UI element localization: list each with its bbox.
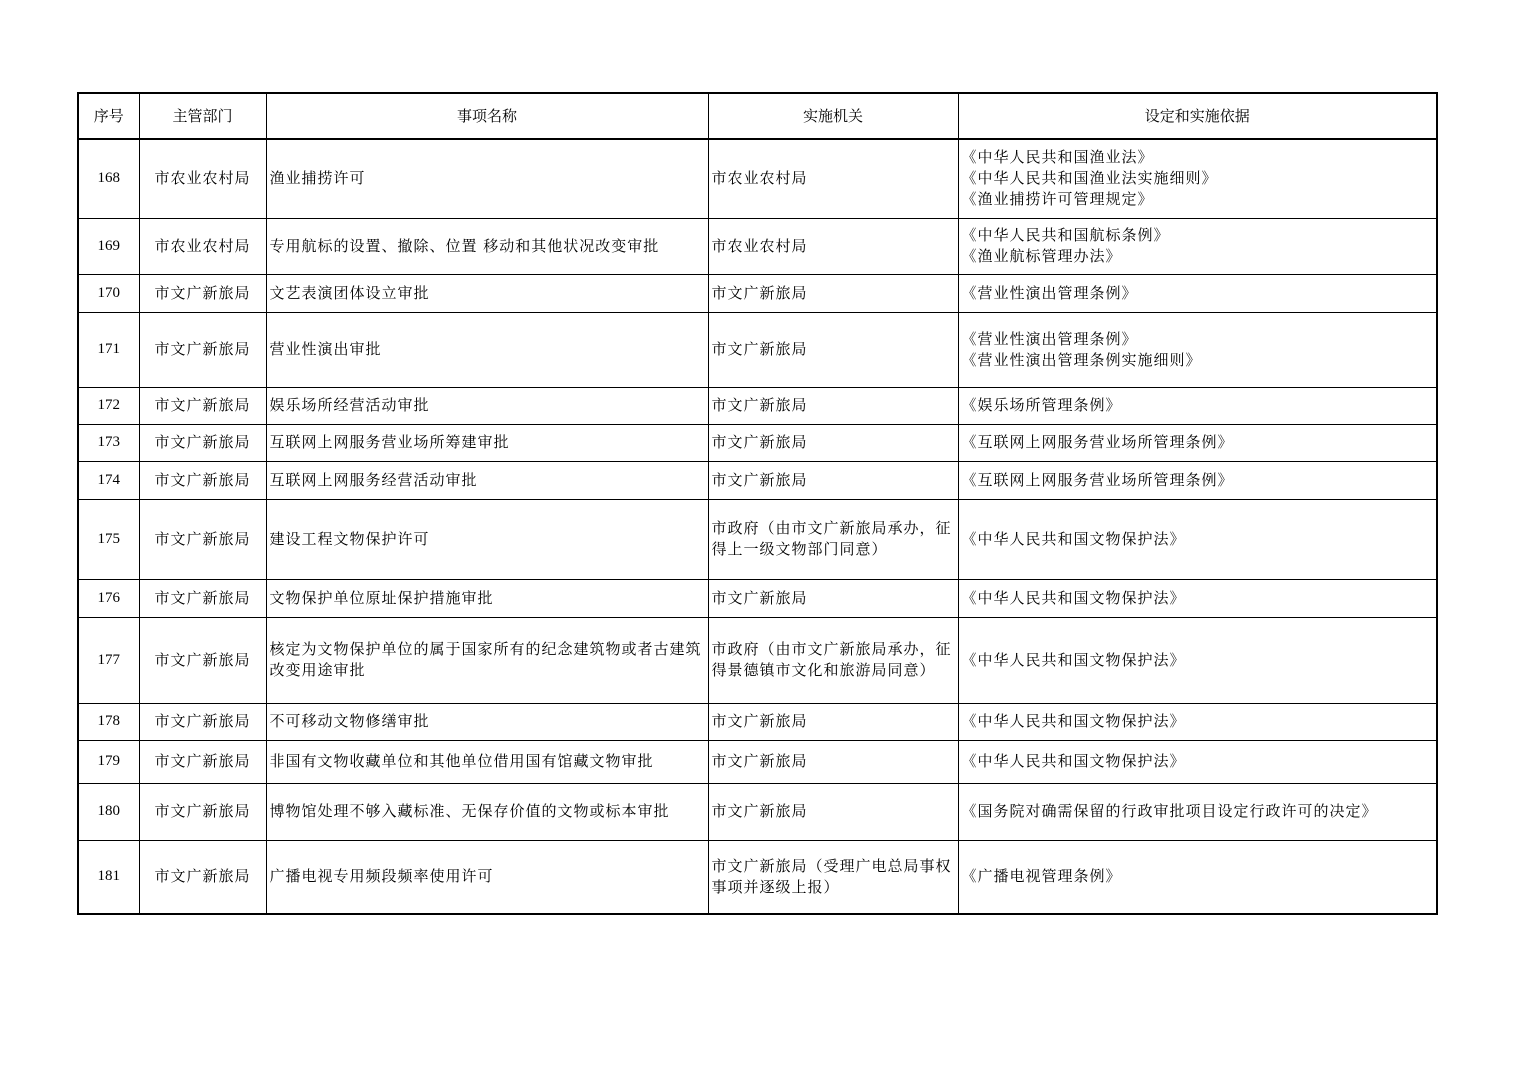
cell-serial-number: 175 bbox=[78, 499, 139, 579]
header-implementing-agency: 实施机关 bbox=[708, 93, 958, 139]
header-item-name: 事项名称 bbox=[266, 93, 708, 139]
table-row bbox=[78, 274, 1437, 312]
cell-implementing-agency: 市政府（由市文广新旅局承办，征得景德镇市文化和旅游局同意） bbox=[708, 617, 958, 703]
cell-legal-basis bbox=[958, 579, 1437, 617]
cell-serial-number: 174 bbox=[78, 461, 139, 499]
cell-item-name: 渔业捕捞许可 bbox=[266, 139, 708, 218]
table-header-row bbox=[78, 93, 1437, 139]
cell-item-name: 非国有文物收藏单位和其他单位借用国有馆藏文物审批 bbox=[266, 740, 708, 783]
cell-serial-number: 169 bbox=[78, 218, 139, 274]
legal-basis-line: 《互联网上网服务营业场所管理条例》 bbox=[961, 470, 1234, 489]
table-row bbox=[78, 499, 1437, 579]
cell-legal-basis bbox=[958, 740, 1437, 783]
cell-serial-number: 173 bbox=[78, 424, 139, 461]
cell-department: 市文广新旅局 bbox=[139, 579, 266, 617]
table-row bbox=[78, 740, 1437, 783]
legal-basis-line: 《中华人民共和国文物保护法》 bbox=[961, 752, 1186, 770]
cell-serial-number: 179 bbox=[78, 740, 139, 783]
cell-item-name: 建设工程文物保护许可 bbox=[266, 499, 708, 579]
cell-serial-number: 172 bbox=[78, 387, 139, 424]
legal-basis-line: 《渔业航标管理办法》 bbox=[961, 247, 1122, 265]
cell-department: 市文广新旅局 bbox=[139, 617, 266, 703]
cell-serial-number: 171 bbox=[78, 312, 139, 387]
cell-implementing-agency: 市文广新旅局 bbox=[708, 424, 958, 461]
cell-item-name: 广播电视专用频段频率使用许可 bbox=[266, 840, 708, 914]
legal-basis-line: 《渔业捕捞许可管理规定》 bbox=[961, 190, 1154, 209]
cell-serial-number: 170 bbox=[78, 274, 139, 312]
cell-department: 市文广新旅局 bbox=[139, 424, 266, 461]
cell-legal-basis bbox=[958, 783, 1437, 840]
table-row bbox=[78, 387, 1437, 424]
table-body bbox=[78, 139, 1437, 914]
cell-legal-basis bbox=[958, 312, 1437, 387]
cell-implementing-agency: 市政府（由市文广新旅局承办，征得上一级文物部门同意） bbox=[708, 499, 958, 579]
cell-department: 市文广新旅局 bbox=[139, 312, 266, 387]
legal-basis-line: 《中华人民共和国渔业法》 bbox=[961, 148, 1154, 167]
cell-item-name: 博物馆处理不够入藏标准、无保存价值的文物或标本审批 bbox=[266, 783, 708, 840]
cell-item-name: 互联网上网服务经营活动审批 bbox=[266, 461, 708, 499]
cell-implementing-agency: 市文广新旅局 bbox=[708, 387, 958, 424]
cell-department: 市文广新旅局 bbox=[139, 387, 266, 424]
cell-legal-basis bbox=[958, 617, 1437, 703]
legal-basis-line: 《中华人民共和国渔业法实施细则》 bbox=[961, 169, 1218, 188]
cell-legal-basis bbox=[958, 461, 1437, 499]
cell-department: 市文广新旅局 bbox=[139, 783, 266, 840]
cell-department: 市农业农村局 bbox=[139, 218, 266, 274]
cell-legal-basis bbox=[958, 139, 1437, 218]
cell-implementing-agency: 市文广新旅局（受理广电总局事权事项并逐级上报） bbox=[708, 840, 958, 914]
cell-department: 市文广新旅局 bbox=[139, 703, 266, 740]
cell-item-name: 文艺表演团体设立审批 bbox=[266, 274, 708, 312]
legal-basis-line: 《营业性演出管理条例》 bbox=[961, 283, 1138, 302]
legal-basis-line: 《中华人民共和国文物保护法》 bbox=[961, 529, 1186, 548]
cell-legal-basis bbox=[958, 424, 1437, 461]
legal-basis-line: 《中华人民共和国文物保护法》 bbox=[961, 712, 1186, 730]
cell-department: 市文广新旅局 bbox=[139, 499, 266, 579]
table-row bbox=[78, 579, 1437, 617]
cell-legal-basis bbox=[958, 703, 1437, 740]
table-row bbox=[78, 461, 1437, 499]
table-row bbox=[78, 703, 1437, 740]
cell-serial-number: 178 bbox=[78, 703, 139, 740]
header-legal-basis: 设定和实施依据 bbox=[958, 93, 1437, 139]
table-row bbox=[78, 424, 1437, 461]
cell-implementing-agency: 市文广新旅局 bbox=[708, 783, 958, 840]
cell-implementing-agency: 市农业农村局 bbox=[708, 139, 958, 218]
table-row bbox=[78, 312, 1437, 387]
cell-implementing-agency: 市文广新旅局 bbox=[708, 740, 958, 783]
approval-items-table bbox=[77, 92, 1438, 915]
cell-item-name: 专用航标的设置、撤除、位置 移动和其他状况改变审批 bbox=[266, 218, 708, 274]
legal-basis-line: 《营业性演出管理条例实施细则》 bbox=[961, 350, 1202, 369]
cell-item-name: 不可移动文物修缮审批 bbox=[266, 703, 708, 740]
cell-implementing-agency: 市文广新旅局 bbox=[708, 703, 958, 740]
cell-implementing-agency: 市文广新旅局 bbox=[708, 312, 958, 387]
header-department: 主管部门 bbox=[139, 93, 266, 139]
cell-serial-number: 176 bbox=[78, 579, 139, 617]
table-row bbox=[78, 840, 1437, 914]
table-row bbox=[78, 783, 1437, 840]
cell-item-name: 互联网上网服务营业场所筹建审批 bbox=[266, 424, 708, 461]
cell-department: 市文广新旅局 bbox=[139, 740, 266, 783]
cell-serial-number: 168 bbox=[78, 139, 139, 218]
cell-serial-number: 180 bbox=[78, 783, 139, 840]
table-row bbox=[78, 139, 1437, 218]
cell-legal-basis bbox=[958, 499, 1437, 579]
cell-item-name: 营业性演出审批 bbox=[266, 312, 708, 387]
cell-implementing-agency: 市文广新旅局 bbox=[708, 274, 958, 312]
legal-basis-line: 《国务院对确需保留的行政审批项目设定行政许可的决定》 bbox=[961, 802, 1378, 820]
cell-implementing-agency: 市文广新旅局 bbox=[708, 461, 958, 499]
cell-item-name: 核定为文物保护单位的属于国家所有的纪念建筑物或者古建筑改变用途审批 bbox=[266, 617, 708, 703]
cell-legal-basis bbox=[958, 274, 1437, 312]
cell-implementing-agency: 市文广新旅局 bbox=[708, 579, 958, 617]
legal-basis-line: 《营业性演出管理条例》 bbox=[961, 329, 1138, 348]
cell-department: 市文广新旅局 bbox=[139, 461, 266, 499]
legal-basis-line: 《中华人民共和国文物保护法》 bbox=[961, 588, 1186, 607]
cell-legal-basis bbox=[958, 840, 1437, 914]
table-row bbox=[78, 617, 1437, 703]
header-serial-number: 序号 bbox=[78, 93, 139, 139]
cell-serial-number: 181 bbox=[78, 840, 139, 914]
legal-basis-line: 《中华人民共和国文物保护法》 bbox=[961, 650, 1186, 669]
table-row bbox=[78, 218, 1437, 274]
cell-item-name: 娱乐场所经营活动审批 bbox=[266, 387, 708, 424]
legal-basis-line: 《中华人民共和国航标条例》 bbox=[961, 226, 1170, 244]
cell-serial-number: 177 bbox=[78, 617, 139, 703]
cell-department: 市文广新旅局 bbox=[139, 840, 266, 914]
cell-legal-basis bbox=[958, 387, 1437, 424]
cell-legal-basis bbox=[958, 218, 1437, 274]
legal-basis-line: 《互联网上网服务营业场所管理条例》 bbox=[961, 433, 1234, 451]
cell-item-name: 文物保护单位原址保护措施审批 bbox=[266, 579, 708, 617]
cell-department: 市农业农村局 bbox=[139, 139, 266, 218]
cell-implementing-agency: 市农业农村局 bbox=[708, 218, 958, 274]
cell-department: 市文广新旅局 bbox=[139, 274, 266, 312]
legal-basis-line: 《娱乐场所管理条例》 bbox=[961, 396, 1122, 414]
legal-basis-line: 《广播电视管理条例》 bbox=[961, 867, 1122, 886]
